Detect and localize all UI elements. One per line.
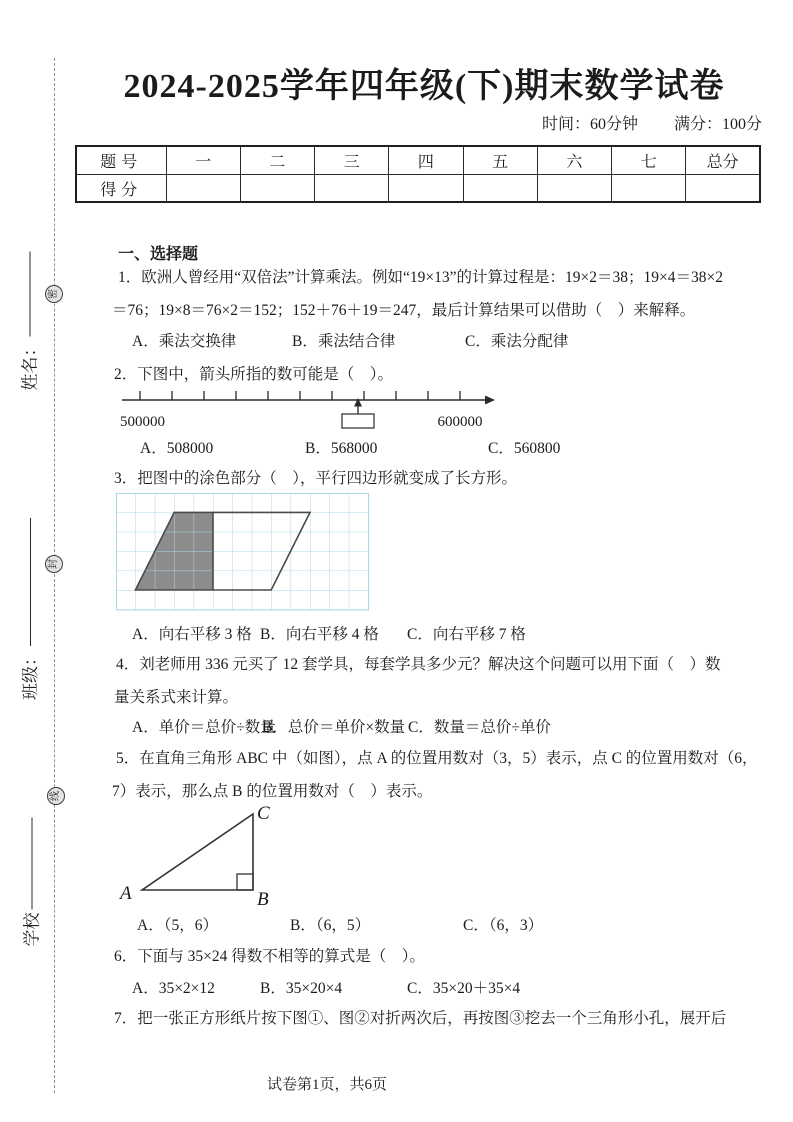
- vertex-a-label: A: [120, 883, 132, 904]
- class-field: [17, 510, 39, 700]
- seal-char-xian: 线: [50, 791, 61, 801]
- number-line-left-label: 500000: [120, 414, 165, 430]
- col-2: 二: [240, 146, 314, 175]
- name-field: [17, 246, 39, 391]
- q4-line2: 量关系式来计算。: [114, 689, 239, 706]
- page-title: 2024-2025学年四年级(下)期末数学试卷: [123, 68, 725, 105]
- axis-ticks: [140, 391, 460, 400]
- col-1: 一: [166, 146, 240, 175]
- q3-option-c: C．向右平移 7 格: [407, 626, 526, 643]
- exam-full-score: 满分：100分: [673, 116, 762, 133]
- q6-option-a: A．35×2×12: [132, 980, 215, 997]
- exam-time: 时间：60分钟: [541, 116, 638, 133]
- score-cell: [463, 175, 537, 203]
- col-total: 总分: [686, 146, 760, 175]
- seal-char-mi: 密: [48, 289, 59, 299]
- q4-option-b: B．总价＝单价×数量: [262, 719, 406, 736]
- col-4: 四: [389, 146, 463, 175]
- seal-badge-feng: [45, 555, 63, 573]
- axis-arrowhead-icon: [485, 396, 495, 405]
- q1-option-a: A．乘法交换律: [132, 333, 237, 350]
- parallelogram-grid-figure: [116, 493, 370, 611]
- q3-text: 3．把图中的涂色部分（ ），平行四边形就变成了长方形。: [114, 470, 518, 487]
- q4-option-c: C．数量＝总价÷单价: [408, 719, 551, 736]
- q2-text: 2．下图中，箭头所指的数可能是（ ）。: [114, 366, 394, 383]
- q5-line1: 5．在直角三角形 ABC 中（如图），点 A 的位置用数对（3，5）表示，点 C 的位置用数对（6，: [116, 750, 758, 767]
- q1-option-c: C．乘法分配律: [465, 333, 569, 350]
- school-blank-line: [31, 818, 33, 910]
- score-cell: [240, 175, 314, 203]
- score-cell: [537, 175, 611, 203]
- q2-option-c: C．560800: [488, 440, 561, 457]
- q2-option-a: A．508000: [140, 440, 214, 457]
- score-cell: [686, 175, 760, 203]
- class-blank-line: [29, 518, 31, 646]
- vertex-c-label: C: [257, 803, 270, 824]
- class-label: 班级：: [20, 649, 40, 700]
- q5-line2: 7）表示，那么点 B 的位置用数对（ ）表示。: [112, 783, 433, 800]
- q4-option-a: A．单价＝总价÷数量: [132, 719, 276, 736]
- score-cell: [612, 175, 686, 203]
- page-footer: 试卷第1页，共6页: [267, 1077, 388, 1093]
- q5-option-c: C．（6，3）: [463, 917, 544, 934]
- score-table: [75, 145, 761, 203]
- score-table-header-row: [76, 146, 760, 175]
- q6-text: 6．下面与 35×24 得数不相等的算式是（ ）。: [114, 948, 425, 965]
- q1-line1: 1．欧洲人曾经用“双倍法”计算乘法。例如“19×13”的计算过程是：19×2＝38；19×4＝38×2: [118, 269, 723, 286]
- q1-line2: ＝76；19×8＝76×2＝152；152＋76＋19＝247，最后计算结果可以借助（ ）来解释。: [112, 302, 696, 319]
- q6-option-c: C．35×20＋35×4: [407, 980, 521, 997]
- q3-option-a: A．向右平移 3 格: [132, 626, 252, 643]
- seal-badge-mi: [45, 285, 63, 303]
- q5-option-b: B．（6，5）: [290, 917, 371, 934]
- q5-option-a: A．（5，6）: [137, 917, 218, 934]
- number-line-right-label: 600000: [437, 414, 483, 430]
- score-cell: [389, 175, 463, 203]
- school-field: [19, 800, 41, 947]
- q4-line1: 4．刘老师用 336 元买了 12 套学具，每套学具多少元？解决这个问题可以用下面（ ）数: [116, 656, 721, 673]
- seal-char-feng: 封: [48, 559, 59, 569]
- number-line-figure: [110, 387, 510, 435]
- school-label: 学校: [22, 912, 41, 947]
- right-triangle-figure: [112, 800, 287, 912]
- q2-option-b: B．568000: [305, 440, 378, 457]
- q6-option-b: B．35×20×4: [260, 980, 343, 997]
- vertex-b-label: B: [257, 889, 269, 910]
- q1-option-b: B．乘法结合律: [292, 333, 396, 350]
- col-5: 五: [463, 146, 537, 175]
- answer-box: [342, 414, 374, 428]
- q3-option-b: B．向右平移 4 格: [260, 626, 379, 643]
- right-angle-mark: [237, 874, 253, 890]
- score-cell: [315, 175, 389, 203]
- score-cell: [166, 175, 240, 203]
- seal-badge-xian: [47, 787, 65, 805]
- name-blank-line: [29, 252, 31, 337]
- col-6: 六: [537, 146, 611, 175]
- exam-meta: [542, 111, 762, 134]
- section-1-heading: 一、选择题: [118, 246, 199, 263]
- name-label: 姓名：: [20, 339, 39, 391]
- seal-dashed-line: [54, 58, 55, 1093]
- q7-text: 7．把一张正方形纸片按下图①、图②对折两次后，再按图③挖去一个三角形小孔，展开后: [114, 1010, 727, 1027]
- question-number-label: 题号: [76, 146, 166, 175]
- col-7: 七: [612, 146, 686, 175]
- col-3: 三: [315, 146, 389, 175]
- score-table-score-row: [76, 175, 760, 203]
- score-label: 得分: [76, 175, 166, 203]
- pointer-arrowhead-icon: [354, 398, 362, 407]
